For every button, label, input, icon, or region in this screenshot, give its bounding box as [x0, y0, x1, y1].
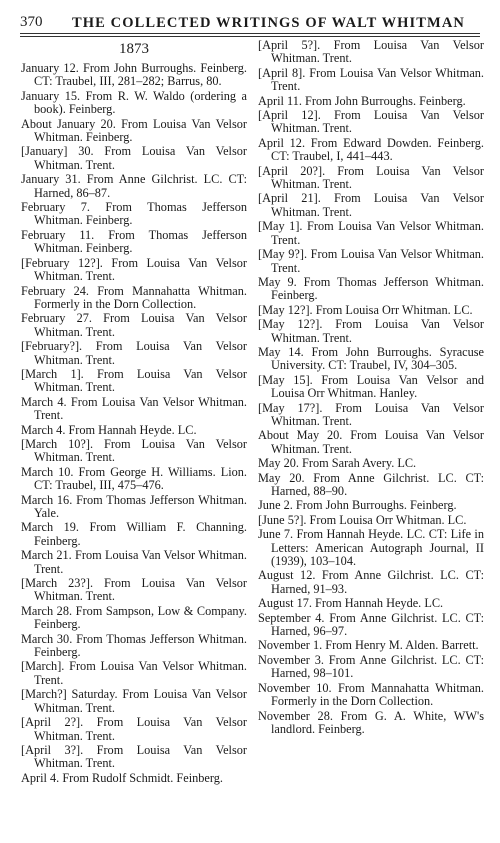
letter-entry: About May 20. From Louisa Van Velsor Whitman. Trent. [258, 428, 484, 456]
letter-entry: [April 20?]. From Louisa Van Velsor Whitman. Trent. [258, 163, 484, 192]
letter-entry: February 7. From Thomas Jefferson Whitman. Feinberg. [21, 200, 247, 228]
letter-entry: November 1. From Henry M. Alden. Barrett. [258, 638, 479, 653]
letter-entry: August 17. From Hannah Heyde. LC. [258, 596, 444, 611]
letter-entry: April 11. From John Burroughs. Feinberg. [258, 93, 466, 108]
letter-entry: [March 10?]. From Louisa Van Velsor Whitman. Trent. [21, 436, 247, 465]
page-header [20, 14, 480, 34]
letter-entry: June 7. From Hannah Heyde. LC. CT: Life in Letters: American Autograph Journal, II (1939), 103–104. [258, 527, 484, 569]
right-column [258, 39, 484, 737]
letter-entry: [March 23?]. From Louisa Van Velsor Whitman. Trent. [21, 576, 247, 604]
letter-entry: June 2. From John Burroughs. Feinberg. [258, 498, 457, 513]
letter-entry: March 10. From George H. Williams. Lion. CT: Traubel, III, 475–476. [21, 464, 247, 493]
letter-entry: May 14. From John Burroughs. Syracuse University. CT: Traubel, IV, 304–305. [258, 344, 484, 373]
letter-entry: [May 17?]. From Louisa Van Velsor Whitman. Trent. [258, 400, 484, 428]
letter-entry: [March?] Saturday. From Louisa Van Velsor Whitman. Trent. [21, 687, 247, 715]
letter-entry: May 20. From Sarah Avery. LC. [258, 456, 417, 471]
header-rule [20, 36, 480, 37]
letter-entry: [May 12?]. From Louisa Van Velsor Whitman. Trent. [258, 317, 484, 345]
year-heading: 1873 [119, 41, 149, 57]
letter-entry: [May 15]. From Louisa Van Velsor and Louisa Orr Whitman. Hanley. [258, 372, 484, 401]
letter-entry: March 30. From Thomas Jefferson Whitman. Feinberg. [21, 631, 247, 660]
letter-entry: January 12. From John Burroughs. Feinberg. CT: Traubel, III, 281–282; Barrus, 80. [21, 61, 247, 89]
letter-entry: [March]. From Louisa Van Velsor Whitman. Trent. [21, 659, 247, 687]
letter-entry: March 28. From Sampson, Low & Company. Feinberg. [21, 603, 247, 632]
letter-entry: [April 5?]. From Louisa Van Velsor Whitman. Trent. [258, 38, 484, 66]
letter-entry: November 3. From Anne Gilchrist. LC. CT: Harned, 98–101. [258, 652, 484, 681]
letter-entry: [April 2?]. From Louisa Van Velsor Whitman. Trent. [21, 715, 247, 743]
left-column [21, 39, 247, 786]
letter-entry: [February 12?]. From Louisa Van Velsor Whitman. Trent. [21, 255, 247, 284]
letter-entry: About January 20. From Louisa Van Velsor Whitman. Feinberg. [21, 116, 247, 145]
page-number: 370 [20, 14, 43, 30]
letter-entry: November 10. From Mannahatta Whitman. Formerly in the Dorn Collection. [258, 680, 484, 709]
letter-entry: March 19. From William F. Channing. Feinberg. [21, 520, 247, 548]
letter-entry: September 4. From Anne Gilchrist. LC. CT: Harned, 96–97. [258, 610, 484, 639]
letter-entry: February 11. From Thomas Jefferson Whitman. Feinberg. [21, 227, 247, 256]
letter-entry: [April 3?]. From Louisa Van Velsor Whitman. Trent. [21, 742, 247, 771]
letter-entry: March 4. From Hannah Heyde. LC. [21, 422, 197, 437]
letter-entry: February 27. From Louisa Van Velsor Whitman. Trent. [21, 311, 247, 339]
letter-entry: [June 5?]. From Louisa Orr Whitman. LC. [258, 512, 467, 527]
letter-entry: April 12. From Edward Dowden. Feinberg. CT: Traubel, I, 441–443. [258, 135, 484, 164]
letter-entry: [April 8]. From Louisa Van Velsor Whitman. Trent. [258, 65, 484, 94]
letter-entry: May 20. From Anne Gilchrist. LC. CT: Harned, 88–90. [258, 470, 484, 498]
letter-entry: August 12. From Anne Gilchrist. LC. CT: Harned, 91–93. [258, 568, 484, 596]
running-head: THE COLLECTED WRITINGS OF WALT WHITMAN [72, 15, 465, 31]
letter-entry: April 4. From Rudolf Schmidt. Feinberg. [21, 770, 223, 785]
letter-entry: [May 12?]. From Louisa Orr Whitman. LC. [258, 302, 473, 317]
letter-entry: March 4. From Louisa Van Velsor Whitman. Trent. [21, 394, 247, 423]
header-rule [20, 33, 480, 34]
letter-entry: January 15. From R. W. Waldo (ordering a book). Feinberg. [21, 88, 247, 117]
letter-entry: [January] 30. From Louisa Van Velsor Whitman. Trent. [21, 144, 247, 172]
letter-entry: [April 21]. From Louisa Van Velsor Whitman. Trent. [258, 191, 484, 219]
letter-entry: [April 12]. From Louisa Van Velsor Whitman. Trent. [258, 108, 484, 136]
letter-entry: January 31. From Anne Gilchrist. LC. CT: Harned, 86–87. [21, 172, 247, 200]
letter-entry: March 16. From Thomas Jefferson Whitman. Yale. [21, 492, 247, 520]
letter-entry: May 9. From Thomas Jefferson Whitman. Feinberg. [258, 274, 484, 303]
letter-entry: [March 1]. From Louisa Van Velsor Whitman. Trent. [21, 366, 247, 395]
letter-entry: [May 9?]. From Louisa Van Velsor Whitman. Trent. [258, 247, 484, 275]
letter-entry: February 24. From Mannahatta Whitman. Formerly in the Dorn Collection. [21, 283, 247, 311]
letter-entry: November 28. From G. A. White, WW's landlord. Feinberg. [258, 708, 484, 736]
letter-entry: March 21. From Louisa Van Velsor Whitman. Trent. [21, 548, 247, 576]
letter-entry: [February?]. From Louisa Van Velsor Whitman. Trent. [21, 339, 247, 367]
letter-entry: [May 1]. From Louisa Van Velsor Whitman. Trent. [258, 219, 484, 247]
